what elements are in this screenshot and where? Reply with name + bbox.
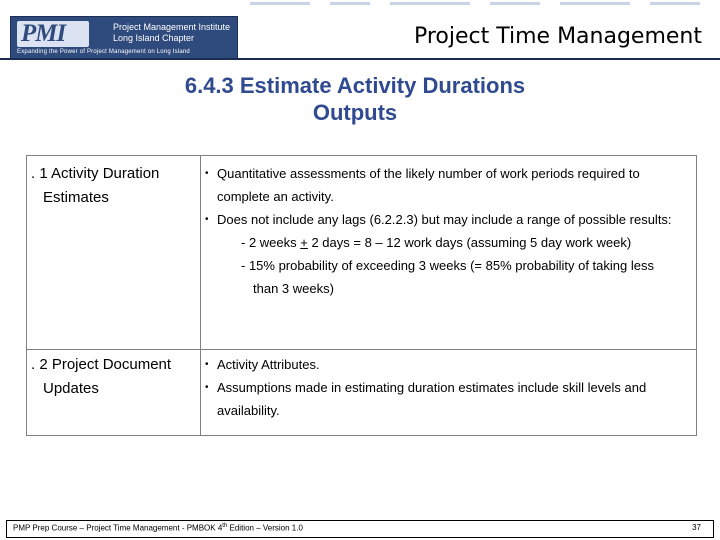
row-label-project-document-updates (31, 353, 171, 401)
bullet-dot-icon: • (205, 382, 209, 393)
footer (6, 520, 714, 538)
bullet-dot-icon: • (205, 168, 209, 179)
slide-title-line1: 6.4.3 Estimate Activity Durations (184, 73, 526, 98)
pmi-logo (10, 16, 238, 60)
bullet-item (205, 376, 691, 422)
pmi-logo-name-line1: Project Management Institute (113, 22, 231, 32)
footer-course-text (13, 523, 303, 533)
sub-item-text-post: 2 days = 8 – 12 work days (assuming 5 day work week) (307, 235, 632, 250)
outputs-table (26, 155, 697, 436)
slide-title (0, 72, 710, 126)
bullet-text: Activity Attributes. (217, 357, 320, 372)
plus-minus-symbol: + (300, 235, 308, 250)
row-label-line: Updates (43, 380, 99, 397)
bullet-text: Assumptions made in estimating duration estimates include skill levels and availability. (217, 380, 647, 418)
sub-item-text-line2: than 3 weeks) (253, 281, 334, 296)
slide-title-line2: Outputs (312, 100, 398, 125)
table-column-divider (200, 156, 201, 435)
table-row-divider (27, 349, 696, 350)
pmi-logo-name (113, 22, 230, 44)
footer-text-post: Edition – Version 1.0 (227, 523, 303, 533)
sub-item (205, 254, 691, 300)
bullet-dot-icon: • (205, 359, 209, 370)
pmi-logo-mark (17, 21, 89, 47)
bullet-dot-icon: • (205, 214, 209, 225)
row-label-line: Estimates (43, 189, 109, 206)
bullet-item (205, 208, 691, 231)
pmi-logo-tagline: Expanding the Power of Project Management on Long Island (17, 49, 190, 55)
bullet-item (205, 162, 691, 208)
sub-item-text-line1: - 15% probability of exceeding 3 weeks (= 85% probability of taking less (241, 258, 654, 273)
row-content-project-document-updates (205, 353, 691, 422)
row-label-line: . 1 Activity Duration (31, 165, 160, 182)
sub-item-text (241, 231, 691, 254)
header-rule (0, 58, 720, 60)
header-title: Project Time Management (413, 24, 702, 49)
row-label-activity-duration-estimates (31, 162, 159, 210)
bullet-text: Does not include any lags (6.2.2.3) but may include a range of possible results: (217, 212, 672, 227)
footer-superscript: th (222, 523, 228, 529)
bullet-item (205, 353, 691, 376)
pmi-logo-name-line2: Long Island Chapter (113, 33, 195, 43)
footer-text-pre: PMP Prep Course – Project Time Management - PMBOK 4 (13, 523, 223, 533)
bullet-text: Quantitative assessments of the likely number of work periods required to complete an activity. (217, 166, 640, 204)
header-decoration (0, 0, 720, 14)
sub-item-text-pre: - 2 weeks (241, 235, 301, 250)
page-number: 37 (692, 523, 701, 532)
row-label-line: . 2 Project Document (31, 356, 172, 373)
pmi-logo-letters: PMI (21, 20, 66, 47)
sub-item (205, 231, 691, 254)
row-content-activity-duration-estimates (205, 162, 691, 300)
